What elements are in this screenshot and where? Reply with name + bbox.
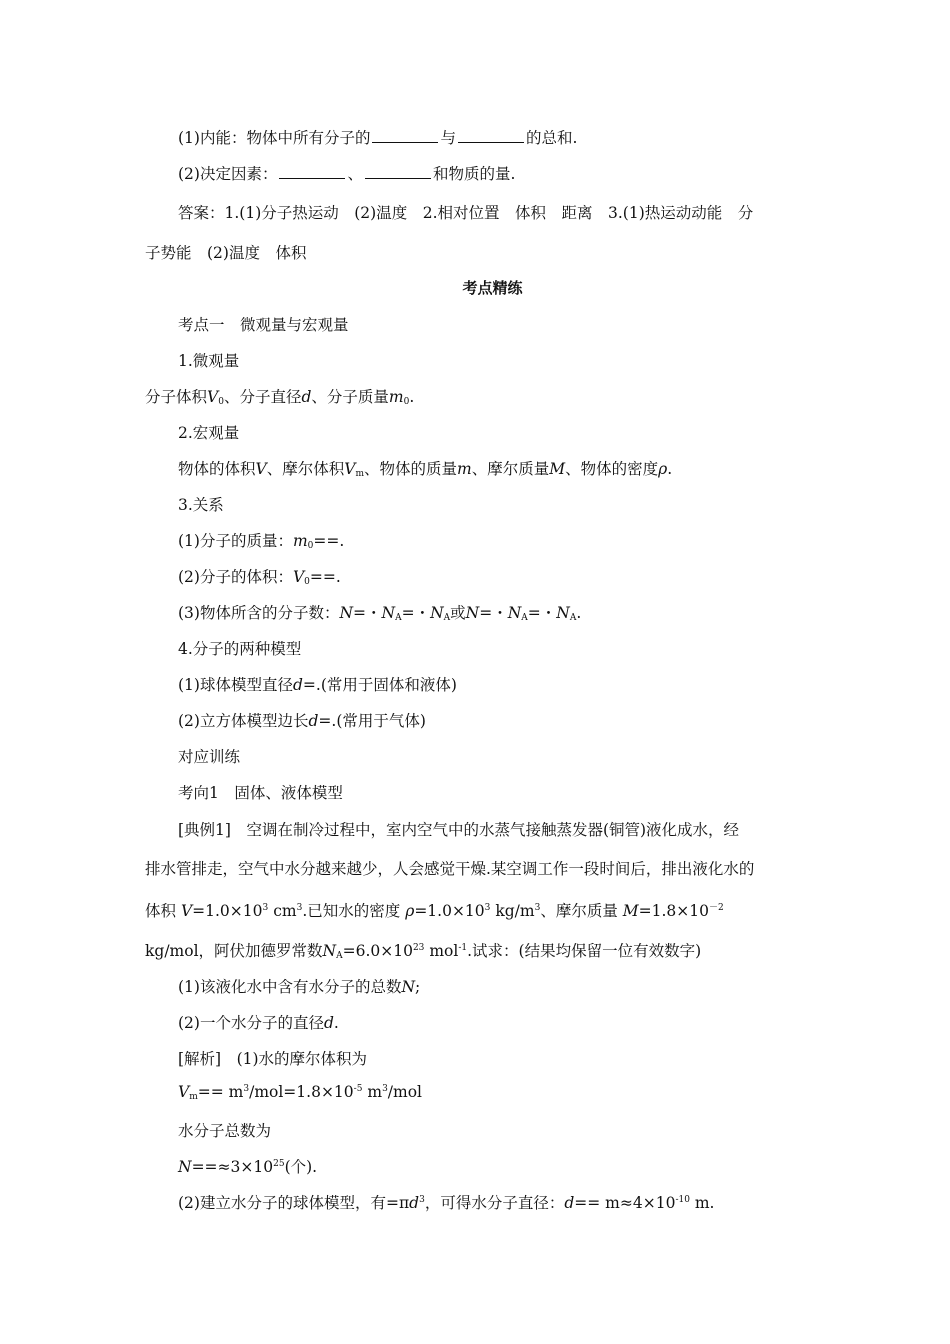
analysis-line-1: [解析] (1)水的摩尔体积为 (178, 1050, 368, 1068)
answer-blank[interactable] (365, 164, 431, 179)
example-line-4: kg/mol，阿伏加德罗常数$N_A=6.0\times 10^{23}$ mol$^{-1}$.试求：(结果均保留一位有效数字) (145, 942, 702, 961)
macro-heading: 2.宏观量 (178, 424, 240, 442)
answer-blank[interactable] (458, 128, 524, 143)
analysis-line-3: 水分子总数为 (178, 1122, 272, 1140)
model-sphere: (1)球体模型直径d=.(常用于固体和液体) (178, 676, 457, 694)
answer-line-2: 子势能 (2)温度 体积 (145, 244, 307, 262)
relation-volume: (2)分子的体积：$V_0==$. (178, 568, 341, 587)
training-heading: 对应训练 (178, 748, 241, 766)
relation-heading: 3.关系 (178, 496, 224, 514)
fill-blank-factors: (2)决定因素： 、 和物质的量. (178, 165, 516, 183)
micro-body: 分子体积$V_0$、分子直径d、分子质量$m_0$. (145, 388, 415, 407)
analysis-molar-volume: $V_m== m^3/mol=1.8\times 10^{-5}$ $m^3$/mol (178, 1083, 423, 1102)
direction-heading: 考向1 固体、液体模型 (178, 784, 343, 802)
example-line-3: 体积 $V=1.0\times 10^3$ $cm^3$.已知水的密度 $\rho=1.0\times 10^3$ $kg/m^3$、摩尔质量 $M=1.8\times 10^{-2}$ (145, 902, 724, 920)
answer-blank[interactable] (279, 164, 345, 179)
answer-blank[interactable] (372, 128, 438, 143)
macro-body: 物体的体积V、摩尔体积$V_m$、物体的质量m、摩尔质量M、物体的密度ρ. (178, 460, 673, 479)
relation-mass: (1)分子的质量：$m_0==$. (178, 532, 345, 551)
question-2: (2)一个水分子的直径d. (178, 1014, 339, 1032)
model-heading: 4.分子的两种模型 (178, 640, 302, 658)
example-line-2: 排水管排走，空气中水分越来越少，人会感觉干燥.某空调工作一段时间后，排出液化水的 (145, 860, 755, 878)
analysis-diameter: (2)建立水分子的球体模型，有$=\pi d^3$，可得水分子直径：$d== m\approx 4\times 10^{-10}$ m. (178, 1194, 715, 1212)
relation-count: (3)物体所含的分子数：N=・$N_A=$・$N_A$或N=・$N_A=$・$N_A$. (178, 604, 582, 623)
micro-heading: 1.微观量 (178, 352, 240, 370)
model-cube: (2)立方体模型边长d=.(常用于气体) (178, 712, 426, 730)
analysis-molecule-count: $N==\approx 3\times 10^{25}$(个). (178, 1158, 318, 1176)
section-title: 考点精练 (462, 279, 523, 297)
fill-blank-internal-energy: (1)内能：物体中所有分子的 与 的总和. (178, 129, 578, 147)
question-1: (1)该液化水中含有水分子的总数N; (178, 978, 421, 996)
example-line-1: [典例1] 空调在制冷过程中，室内空气中的水蒸气接触蒸发器(铜管)液化成水，经 (178, 821, 740, 839)
answer-line-1: 答案：1.(1)分子热运动 (2)温度 2.相对位置 体积 距离 3.(1)热运动动能 分 (178, 204, 754, 222)
point-heading: 考点一 微观量与宏观量 (178, 316, 349, 334)
